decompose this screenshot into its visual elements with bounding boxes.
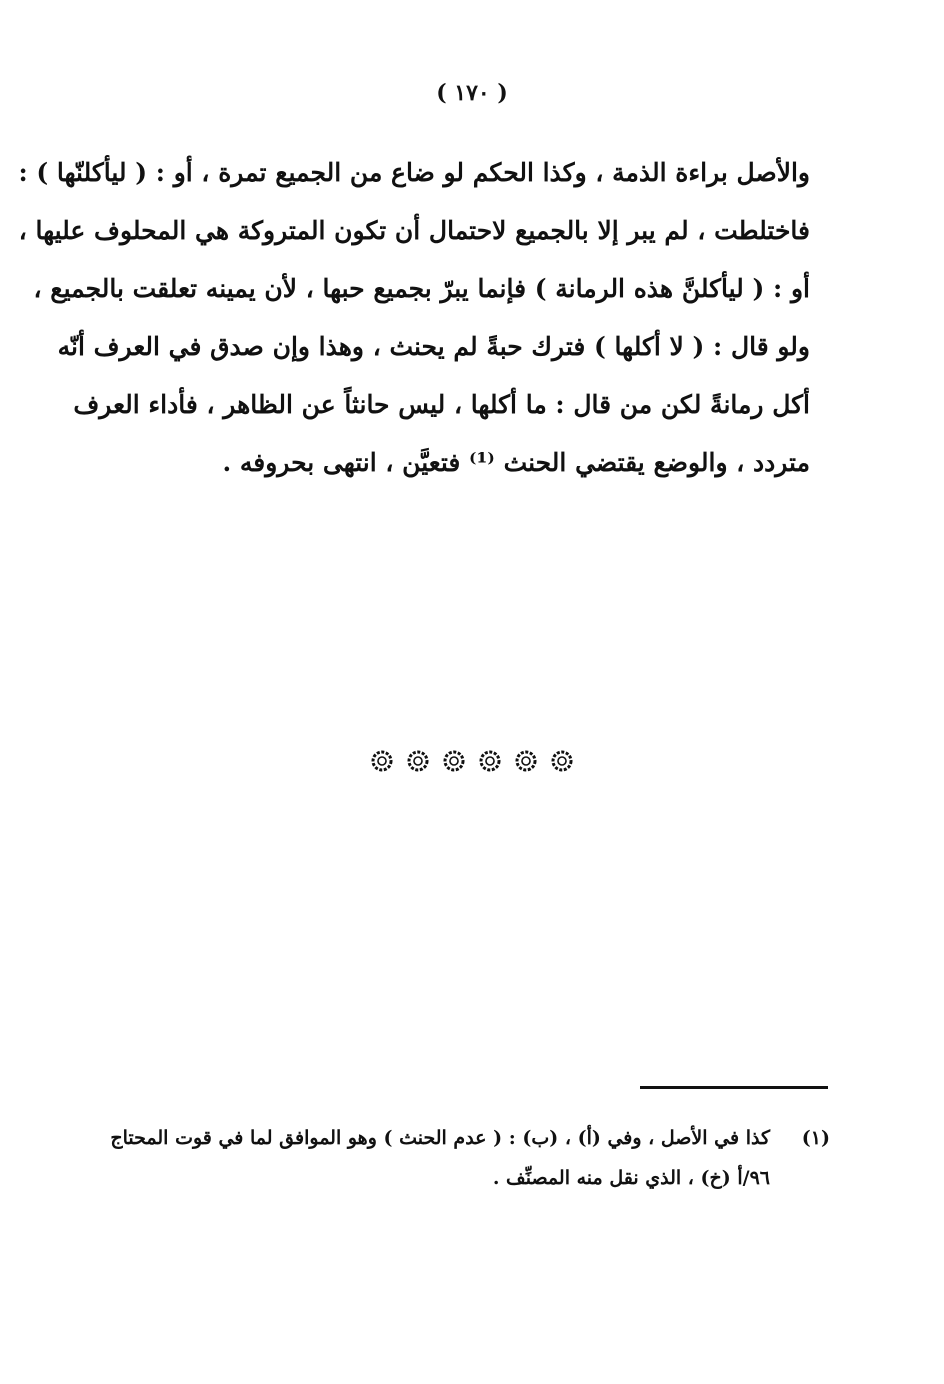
text-line: متردد ، والوضع يقتضي الحنث ⁽¹⁾ فتعيَّن ، انتهى بحروفه . — [222, 448, 810, 477]
footnote-line — [110, 1118, 830, 1158]
text-line: أو : ( ليأكلنَّ هذه الرمانة ) فإنما يبرّ بجميع حبها ، لأن يمينه تعلقت بالجميع ، — [33, 274, 810, 303]
section-divider — [0, 750, 944, 772]
footnote-text: كذا في الأصل ، وفي (أ) ، (ب) : ( عدم الحنث ) وهو الموافق لما في قوت المحتاج — [110, 1127, 770, 1149]
circle-ornament-icon — [479, 750, 501, 772]
circle-ornament-icon — [407, 750, 429, 772]
circle-ornament-icon — [551, 750, 573, 772]
footnote-text: ٩٦/أ (خ) ، الذي نقل منه المصنِّف . — [492, 1167, 770, 1189]
text-line: والأصل براءة الذمة ، وكذا الحكم لو ضاع من الجميع تمرة ، أو : ( ليأكلنّها ) : — [18, 158, 810, 187]
circle-ornament-icon — [515, 750, 537, 772]
circle-ornament-icon — [371, 750, 393, 772]
circle-ornament-icon — [443, 750, 465, 772]
footnote-marker: (١) — [801, 1127, 830, 1149]
page-number: ( ١٧٠ ) — [436, 80, 508, 106]
text-line: ولو قال : ( لا أكلها ) فترك حبةً لم يحنث ، وهذا وإن صدق في العرف أنّه — [57, 332, 810, 361]
main-text — [18, 150, 810, 498]
footnote-separator — [640, 1086, 828, 1089]
text-line: فاختلطت ، لم يبر إلا بالجميع لاحتمال أن تكون المتروكة هي المحلوف عليها ، — [18, 216, 810, 245]
text-line: أكل رمانةً لكن من قال : ما أكلها ، ليس حانثاً عن الظاهر ، فأداء العرف — [73, 390, 810, 419]
footnotes — [110, 1118, 830, 1198]
footnote-line — [140, 1158, 830, 1198]
